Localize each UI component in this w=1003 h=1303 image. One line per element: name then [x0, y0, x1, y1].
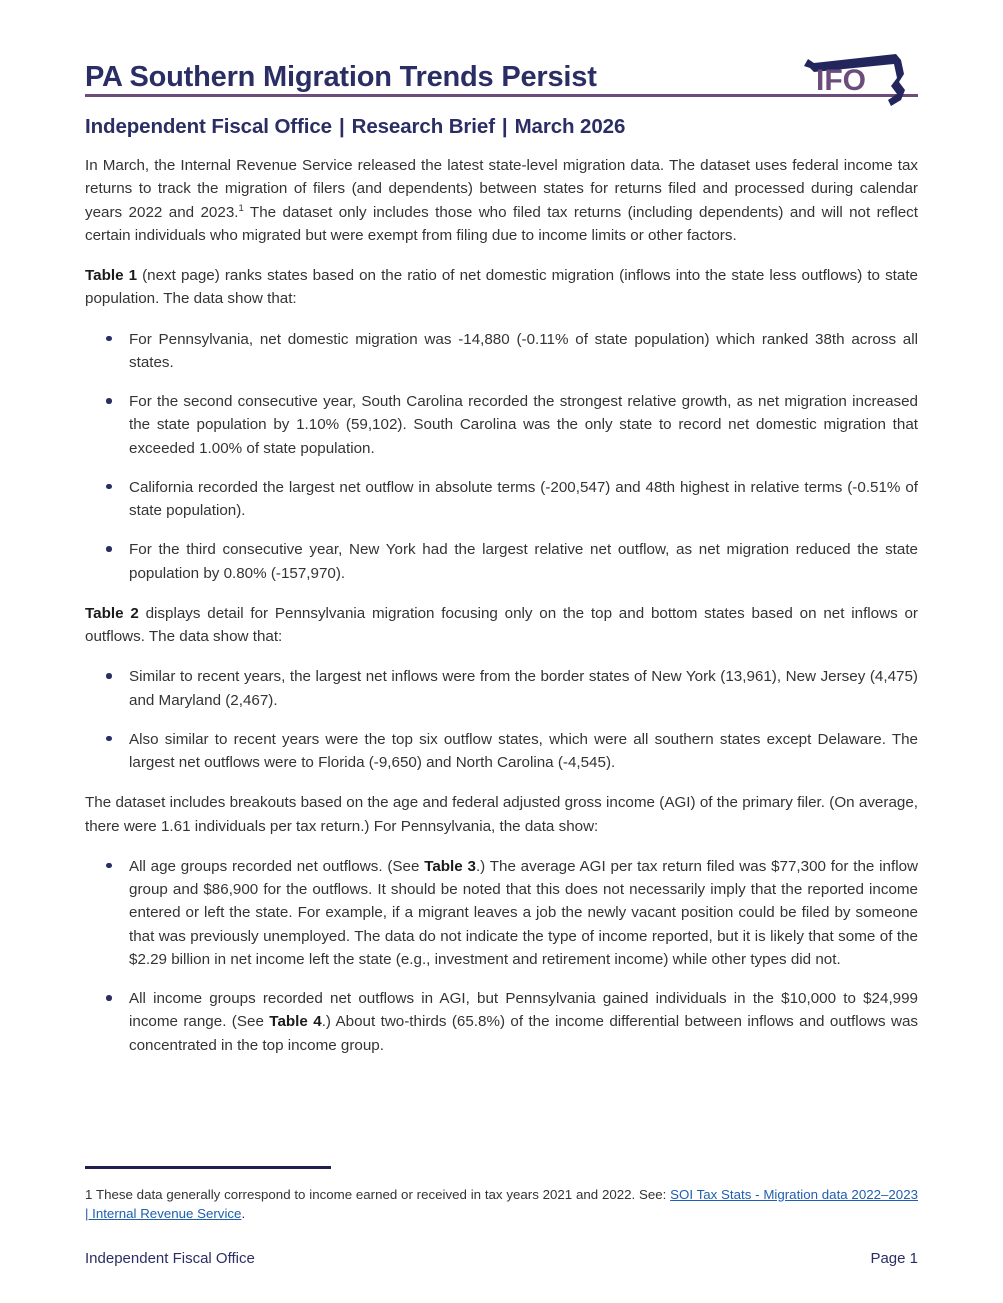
- table1-bullet-list: [85, 328, 918, 585]
- footnote-marker: 1: [85, 1186, 93, 1202]
- table4-reference: Table 4: [269, 1013, 322, 1031]
- document-body: [85, 154, 918, 1057]
- ifo-logo-text: IFO: [816, 64, 866, 97]
- bullet-dot-icon: [106, 673, 112, 679]
- list-item-text-part-2: .) The average AGI per tax return filed was $77,300 for the inflow group and $86,900 for the outflows. It should be noted that this does not necessarily imply that the reported income entered or left the state. For example, if a migrant leaves a job the newly vacant position could be filed by someone that was previously unemployed. The data do not indicate the type of income reported, but it is likely that some of the $2.29 billion in net income left the state (e.g., investment and retirement income) while other types did not.: [129, 857, 918, 968]
- list-item-text-part-2: .) About two-thirds (65.8%) of the income differential between inflows and outflows was concentrated in the top income group.: [129, 1013, 918, 1054]
- page-footer: [85, 1250, 918, 1267]
- list-item: [85, 665, 918, 712]
- table2-bullet-list: [85, 665, 918, 774]
- list-item: [85, 855, 918, 971]
- footnote-body-before: These data generally correspond to income earned or received in tax years 2021 and 2022. See:: [92, 1186, 671, 1202]
- header-divider-rule: [85, 94, 918, 97]
- intro-text-part-1: In March, the Internal Revenue Service released the latest state-level migration data. The dataset uses federal income tax returns to track the migration of filers (and dependents) between states for returns filed and processed during calendar years 2022 and 2023.: [85, 157, 918, 221]
- list-item: [85, 390, 918, 460]
- list-item: [85, 987, 918, 1057]
- bullet-dot-icon: [106, 546, 112, 552]
- bullet-dot-icon: [106, 336, 112, 342]
- list-item: [85, 538, 918, 585]
- table1-lead-text: (next page) ranks states based on the ratio of net domestic migration (inflows into the state less outflows) to state population. The data show that:: [85, 267, 918, 308]
- table1-lead-paragraph: [85, 264, 918, 311]
- bullet-dot-icon: [106, 995, 112, 1001]
- footer-organization: Independent Fiscal Office: [85, 1250, 255, 1267]
- agi-lead-paragraph: The dataset includes breakouts based on the age and federal adjusted gross income (AGI) of the primary filer. (On average, there were 1.61 individuals per tax return.) For Pennsylvania, the data show:: [85, 794, 918, 835]
- subtitle-separator-1: |: [338, 114, 345, 138]
- table2-lead-paragraph: [85, 602, 918, 649]
- footnote-section: [85, 1166, 918, 1224]
- bullet-dot-icon: [106, 484, 112, 490]
- list-item-text-part-1: All age groups recorded net outflows. (See: [129, 857, 425, 875]
- document-subtitle: [85, 115, 918, 140]
- footnote-separator-rule: [85, 1166, 331, 1169]
- list-item-text: Also similar to recent years were the top six outflow states, which were all southern states except Delaware. The largest net outflows were to Florida (-9,650) and North Carolina (-4,545).: [129, 730, 918, 771]
- list-item: [85, 728, 918, 775]
- table2-lead-text: displays detail for Pennsylvania migration focusing only on the top and bottom states based on net inflows or outflows. The data show that:: [85, 604, 918, 645]
- list-item-text-part-1: All income groups recorded net outflows in AGI, but Pennsylvania gained individuals in the $10,000 to $24,999 income range. (See: [129, 990, 918, 1031]
- list-item: [85, 476, 918, 523]
- list-item-text: California recorded the largest net outflow in absolute terms (-200,547) and 48th highest in relative terms (-0.51% of state population).: [129, 478, 918, 519]
- subtitle-date: March 2026: [514, 114, 626, 138]
- footnote-body-after: .: [241, 1206, 246, 1222]
- ifo-pennsylvania-logo: [798, 48, 918, 114]
- list-item-text: For the third consecutive year, New York had the largest relative net outflow, as net migration reduced the state population by 0.80% (-157,970).: [129, 541, 918, 582]
- page-title: PA Southern Migration Trends Persist: [85, 61, 597, 93]
- subtitle-organization: Independent Fiscal Office: [85, 114, 332, 138]
- bullet-dot-icon: [106, 736, 112, 742]
- irs-migration-data-link[interactable]: SOI Tax Stats - Migration data 2022–2023 | Internal Revenue Service: [85, 1186, 918, 1222]
- table3-reference: Table 3: [424, 857, 476, 875]
- list-item-text: For Pennsylvania, net domestic migration was -14,880 (-0.11% of state population) which ranked 38th across all states.: [129, 330, 918, 371]
- bullet-dot-icon: [106, 863, 112, 869]
- intro-text-part-2: The dataset only includes those who filed tax returns (including dependents) and will not reflect certain individuals who migrated but were exempt from filing due to income limits or other factors.: [85, 203, 918, 244]
- bullet-dot-icon: [106, 398, 112, 404]
- intro-paragraph: [85, 154, 918, 247]
- footnote-reference-1[interactable]: 1: [238, 202, 244, 214]
- footer-page-number: Page 1: [870, 1250, 918, 1267]
- document-header: [85, 0, 918, 138]
- list-item: [85, 328, 918, 375]
- list-item-text: For the second consecutive year, South Carolina recorded the strongest relative growth, as net migration increased the state population by 1.10% (59,102). South Carolina was the only state to record net domestic migration that exceeded 1.00% of state population.: [129, 393, 918, 457]
- subtitle-doc-type: Research Brief: [351, 114, 495, 138]
- table2-reference: Table 2: [85, 604, 139, 622]
- list-item-text: Similar to recent years, the largest net inflows were from the border states of New York (13,961), New Jersey (4,475) and Maryland (2,467).: [129, 668, 918, 709]
- agi-bullet-list: [85, 855, 918, 1057]
- footnote-text: [85, 1185, 918, 1225]
- subtitle-separator-2: |: [501, 114, 508, 138]
- table1-reference: Table 1: [85, 267, 138, 284]
